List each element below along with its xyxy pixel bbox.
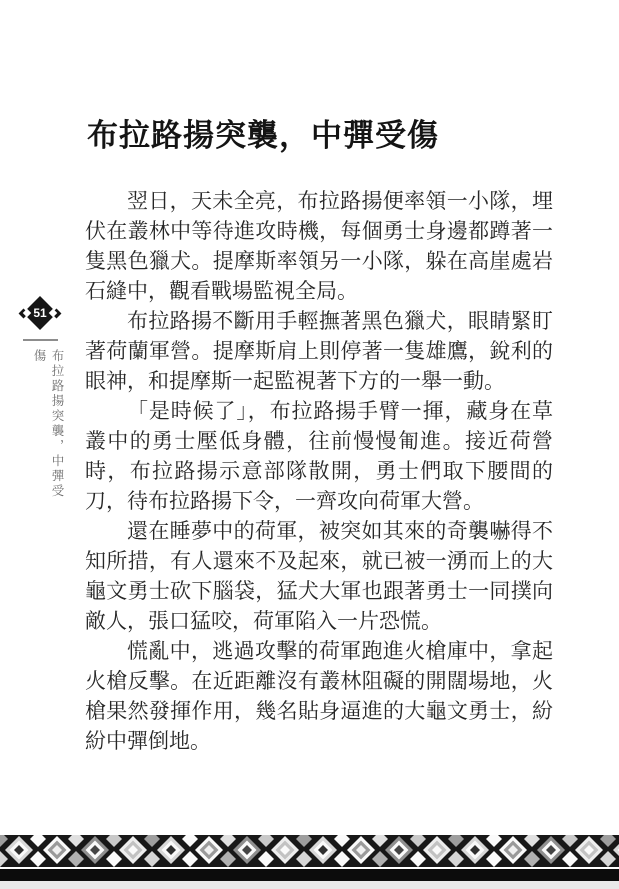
margin-sidebar [0, 0, 70, 600]
paragraph: 「是時候了」，布拉路揚手臂一揮，藏身在草叢中的勇士壓低身體，往前慢慢匍進。接近荷營時，布拉路揚示意部隊散開，勇士們取下腰間的刀，待布拉路揚下令，一齊攻向荷軍大營。 [85, 399, 553, 513]
paragraph: 翌日，天未全亮，布拉路揚便率領一小隊，埋伏在叢林中等待進攻時機，每個勇士身邊都蹲著一隻黑色獵犬。提摩斯率領另一小隊，躲在高崖處岩石縫中，觀看戰場監視全局。 [85, 189, 553, 303]
paragraph: 還在睡夢中的荷軍，被突如其來的奇襲嚇得不知所措，有人還來不及起來，就已被一湧而上的大龜文勇士砍下腦袋，猛犬大軍也跟著勇士一同撲向敵人，張口猛咬，荷軍陷入一片恐慌。 [85, 519, 553, 633]
decorative-diamond-border [0, 835, 619, 867]
sidebar-chapter-title: 布拉路揚突襲，中彈受傷 [32, 349, 64, 499]
body-text [85, 186, 553, 756]
paragraph: 布拉路揚不斷用手輕撫著黑色獵犬，眼睛緊盯著荷蘭軍營。提摩斯肩上則停著一隻雄鷹，銳利的眼神，和提摩斯一起監視著下方的一舉一動。 [85, 309, 553, 393]
chapter-heading: 布拉路揚突襲，中彈受傷 [87, 118, 439, 153]
border-bottom-strip [0, 881, 619, 889]
page-number-badge [21, 294, 59, 332]
sidebar-divider [23, 339, 58, 341]
page-number: 51 [33, 306, 47, 320]
border-black-bar [0, 869, 619, 881]
paragraph: 慌亂中，逃過攻擊的荷軍跑進火槍庫中，拿起火槍反擊。在近距離沒有叢林阻礙的開闊場地，火槍果然發揮作用，幾名貼身逼進的大龜文勇士，紛紛中彈倒地。 [85, 639, 553, 753]
